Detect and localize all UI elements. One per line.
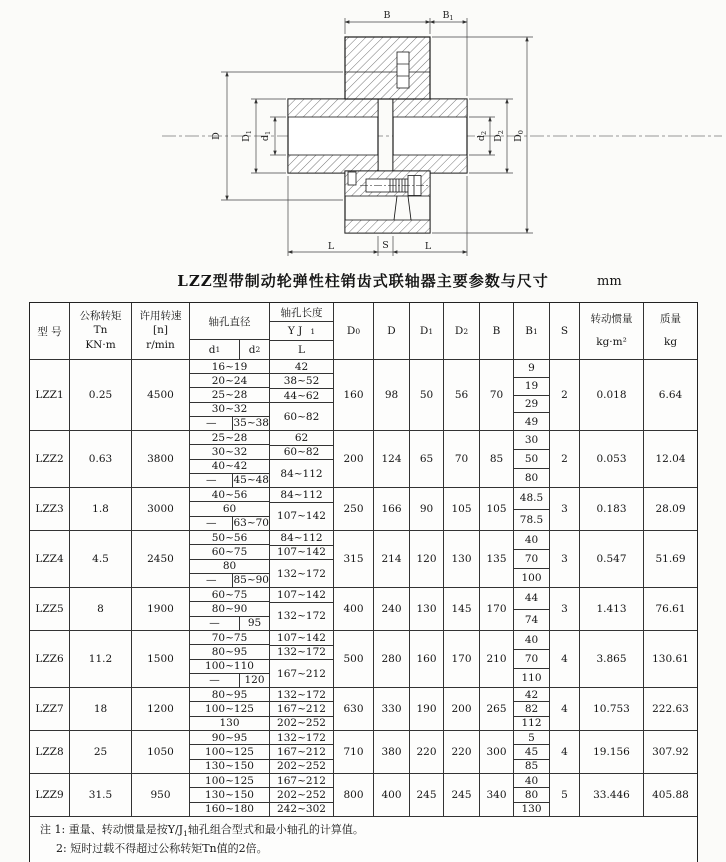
bore-length-row: 107~142 (277, 631, 326, 644)
bore-length-row: 132~172 (277, 688, 326, 701)
inertia-value: 1.413 (580, 588, 644, 630)
B-value: 210 (480, 631, 514, 687)
bore-diameter-row (190, 673, 269, 687)
B-value: 340 (480, 774, 514, 816)
bore-length-row: 44~62 (270, 388, 333, 402)
dim-label-B: B (383, 10, 391, 21)
header-label: 许用转速 (139, 309, 182, 322)
d2-value: 63~70 (233, 517, 269, 530)
B1-row: 45 (514, 744, 549, 758)
mass-value: 28.09 (655, 503, 686, 515)
D1-value: 120 (410, 531, 444, 587)
D2-value: 170 (444, 631, 480, 687)
bore-diameter-cell (190, 431, 270, 487)
bore-diameter-row (190, 516, 269, 530)
model-row-LZZ2 (30, 430, 697, 487)
B1-cell (514, 431, 550, 487)
B1-row: 80 (514, 787, 549, 801)
col-header-bore-length (270, 303, 334, 359)
speed-value: 3800 (132, 431, 190, 487)
model-name: LZZ4 (30, 531, 70, 587)
D-value: 98 (374, 360, 410, 430)
D1-value: 65 (410, 431, 444, 487)
D1-value: 90 (410, 488, 444, 530)
inertia-value: 0.183 (580, 488, 644, 530)
header-label: KN·m (85, 338, 116, 351)
D2-value: 130 (444, 531, 480, 587)
mass-value: 76.61 (655, 603, 686, 615)
D-value: 214 (374, 531, 410, 587)
bore-diameter-row: 60~75 (190, 544, 269, 558)
B1-row: 70 (514, 549, 549, 568)
dim-label-S: S (382, 240, 389, 251)
bore-diameter-row: 80~95 (211, 688, 248, 701)
torque-value: 25 (70, 731, 132, 773)
note-2: 2: 短时过载不得超过公称转矩Tn值的2倍。 (56, 841, 268, 855)
bore-length-row: 242~302 (270, 802, 333, 816)
B1-row: 19 (514, 377, 549, 395)
D0-value: 200 (334, 431, 374, 487)
bore-diameter-row: 25~28 (211, 431, 248, 444)
model-row-LZZ7 (30, 687, 697, 730)
bore-length-cell (270, 360, 334, 430)
dim-label-D0: $D_0$ (513, 130, 525, 142)
header-label: 轴孔直径 (190, 303, 269, 340)
inertia-value: 0.547 (580, 531, 644, 587)
col-header-YJ1: Y J 1 (270, 322, 333, 341)
header-label: 转动惯量 (590, 312, 633, 325)
d1-value: — (190, 674, 240, 687)
col-header-speed (132, 303, 190, 359)
bore-length-cell (270, 488, 334, 530)
S-value: 5 (550, 774, 580, 816)
bore-diameter-subheads (190, 340, 269, 359)
document-title-bar (0, 270, 726, 296)
mass-value: 51.69 (655, 553, 686, 565)
D2-value: 245 (444, 774, 480, 816)
B1-cell (514, 731, 550, 773)
model-name: LZZ8 (30, 731, 70, 773)
bore-diameter-row: 25~28 (190, 387, 269, 401)
inertia-value: 0.018 (580, 360, 644, 430)
speed-value: 1050 (132, 731, 190, 773)
col-header-L: L (298, 344, 305, 356)
dim-label-d2: $d_2$ (476, 130, 488, 142)
B1-row: 5 (528, 731, 535, 744)
B-value: 170 (480, 588, 514, 630)
model-row-LZZ3 (30, 487, 697, 530)
bore-length-cell (270, 531, 334, 587)
B1-row: 74 (514, 609, 549, 631)
S-value: 3 (550, 588, 580, 630)
D1-value: 130 (410, 588, 444, 630)
B1-row: 48.5 (519, 492, 544, 505)
bore-length-row: 38~52 (270, 373, 333, 387)
bore-length-row: 84~112 (280, 488, 323, 501)
B1-row: 40 (524, 534, 539, 546)
bore-length-row: 132~172 (270, 559, 333, 587)
model-row-LZZ8 (30, 730, 697, 773)
bore-diameter-row (190, 573, 269, 587)
D0-value: 500 (334, 631, 374, 687)
speed-value: 1900 (132, 588, 190, 630)
B1-cell (514, 588, 550, 630)
d1-value: — (190, 517, 233, 530)
bore-diameter-cell (190, 631, 270, 687)
D-value: 240 (374, 588, 410, 630)
table-body (30, 360, 697, 816)
bore-length-row: 167~212 (277, 774, 326, 787)
torque-value: 11.2 (70, 631, 132, 687)
bore-diameter-cell (190, 360, 270, 430)
bore-length-cell (270, 431, 334, 487)
bore-length-row: 167~212 (270, 701, 333, 715)
D2-value: 220 (444, 731, 480, 773)
torque-value: 31.5 (70, 774, 132, 816)
S-value: 2 (550, 431, 580, 487)
bore-length-row: 60~82 (270, 402, 333, 430)
torque-value: 0.25 (70, 360, 132, 430)
bore-length-row: 167~212 (270, 659, 333, 687)
col-header-bore-diameter (190, 303, 270, 359)
d2-value: 85~90 (233, 574, 269, 587)
D-value: 400 (374, 774, 410, 816)
mass-value: 6.64 (658, 389, 683, 401)
inertia-value: 33.446 (580, 774, 644, 816)
col-header-B: B (480, 303, 514, 359)
dim-label-B1: $B_1$ (442, 10, 454, 22)
page-title: LZZ型带制动轮弹性柱销齿式联轴器主要参数与尺寸 (177, 272, 549, 290)
B1-cell (514, 531, 550, 587)
unit-label: mm (597, 274, 622, 289)
bore-length-cell (270, 588, 334, 630)
B1-row: 40 (524, 774, 539, 787)
S-value: 4 (550, 631, 580, 687)
D0-value: 400 (334, 588, 374, 630)
bore-diameter-row: 130~150 (190, 787, 269, 801)
model-row-LZZ5 (30, 587, 697, 630)
bore-diameter-cell (190, 731, 270, 773)
torque-value: 4.5 (70, 531, 132, 587)
mass-value: 307.92 (652, 746, 689, 758)
mass-value: 222.63 (652, 703, 689, 715)
right-hub-section (393, 99, 467, 173)
left-hub-section (288, 99, 378, 173)
bore-diameter-row: 130~150 (190, 759, 269, 773)
D1-value: 245 (410, 774, 444, 816)
B1-row: 44 (524, 592, 539, 605)
inertia-value: 19.156 (580, 731, 644, 773)
B1-row: 85 (514, 759, 549, 773)
D0-value: 160 (334, 360, 374, 430)
bore-length-row: 84~112 (280, 531, 323, 544)
d2-value: 120 (244, 674, 265, 687)
B1-row: 82 (514, 701, 549, 715)
bore-length-row: 202~252 (270, 759, 333, 773)
d1-value: — (190, 417, 233, 430)
B1-row: 40 (524, 634, 539, 646)
bore-diameter-cell (190, 488, 270, 530)
B-value: 85 (480, 431, 514, 487)
col-header-d1: d 1 (190, 340, 240, 359)
speed-value: 1500 (132, 631, 190, 687)
bore-length-cell (270, 774, 334, 816)
col-header-D2: D 2 (444, 303, 480, 359)
bore-length-row: 62 (294, 431, 309, 444)
bore-length-row: 42 (294, 360, 309, 373)
parameters-table (29, 302, 698, 862)
bore-diameter-cell (190, 774, 270, 816)
bore-diameter-row (190, 416, 269, 430)
d2-value: 95 (247, 617, 262, 630)
bore-length-row: 167~212 (270, 744, 333, 758)
inertia-value: 3.865 (580, 631, 644, 687)
model-name: LZZ7 (30, 688, 70, 730)
D1-value: 160 (410, 631, 444, 687)
d1-value: — (190, 574, 233, 587)
table-notes (30, 816, 697, 862)
model-name: LZZ1 (30, 360, 70, 430)
bore-diameter-cell (190, 531, 270, 587)
bore-diameter-row: 60 (190, 501, 269, 515)
col-header-S: S (550, 303, 580, 359)
col-header-torque (70, 303, 132, 359)
note-1: 注 1: 重量、转动惯量是按$Y/J_1$轴孔组合型式和最小轴孔的计算值。 (40, 823, 364, 839)
bore-diameter-row: 70~75 (211, 631, 248, 644)
bore-diameter-row: 20~24 (190, 373, 269, 387)
table-header (30, 303, 697, 360)
D2-value: 56 (444, 360, 480, 430)
col-header-B1: B 1 (514, 303, 550, 359)
B-value: 70 (480, 360, 514, 430)
bore-length-row: 107~142 (270, 502, 333, 530)
assembly-drawing (0, 4, 726, 266)
model-row-LZZ6 (30, 630, 697, 687)
mass-value: 12.04 (655, 453, 686, 465)
D0-value: 710 (334, 731, 374, 773)
bore-diameter-row: 130 (190, 716, 269, 730)
B1-row: 100 (514, 568, 549, 587)
bore-length-cell (270, 731, 334, 773)
d1-value: — (190, 474, 233, 487)
model-row-LZZ1 (30, 360, 697, 430)
model-row-LZZ9 (30, 773, 697, 816)
bore-length-row: 107~142 (277, 588, 326, 601)
B1-row: 112 (514, 716, 549, 730)
torque-value: 1.8 (70, 488, 132, 530)
B1-row: 110 (514, 668, 549, 687)
bore-diameter-row: 40~42 (190, 459, 269, 473)
bore-diameter-cell (190, 688, 270, 730)
mass-value: 405.88 (652, 789, 689, 801)
bore-diameter-row: 80~95 (190, 644, 269, 658)
speed-value: 3000 (132, 488, 190, 530)
D1-value: 220 (410, 731, 444, 773)
col-header-model: 型 号 (30, 303, 70, 359)
torque-value: 18 (70, 688, 132, 730)
D0-value: 315 (334, 531, 374, 587)
S-value: 3 (550, 531, 580, 587)
bore-diameter-row: 16~19 (211, 360, 248, 373)
dim-label-D2: $D_2$ (493, 130, 505, 142)
dim-label-L-left: L (327, 241, 335, 252)
S-value: 4 (550, 688, 580, 730)
B1-row: 9 (528, 362, 535, 375)
D0-value: 800 (334, 774, 374, 816)
B-value: 265 (480, 688, 514, 730)
D0-value: 630 (334, 688, 374, 730)
B1-row: 80 (514, 468, 549, 487)
B1-row: 50 (514, 449, 549, 468)
bore-diameter-row: 40~56 (211, 488, 248, 501)
bore-length-cell (270, 631, 334, 687)
B1-cell (514, 774, 550, 816)
D2-value: 145 (444, 588, 480, 630)
bore-length-row: 84~112 (270, 459, 333, 487)
S-value: 3 (550, 488, 580, 530)
D1-value: 190 (410, 688, 444, 730)
coupling-section (288, 37, 467, 233)
dim-label-L-right: L (424, 241, 432, 252)
B-value: 135 (480, 531, 514, 587)
header-label: 轴孔长度 (270, 303, 333, 322)
col-header-d2: d 2 (248, 343, 261, 356)
model-row-LZZ4 (30, 530, 697, 587)
bore-diameter-row: 50~56 (211, 531, 248, 544)
bore-diameter-row: 100~125 (190, 701, 269, 715)
B1-cell (514, 360, 550, 430)
bore-length-row: 132~172 (270, 602, 333, 630)
D-value: 124 (374, 431, 410, 487)
bore-diameter-row: 90~95 (211, 731, 248, 744)
speed-value: 950 (132, 774, 190, 816)
D2-value: 200 (444, 688, 480, 730)
inertia-value: 10.753 (580, 688, 644, 730)
B1-row: 30 (524, 434, 539, 446)
B1-row: 42 (524, 688, 539, 701)
bore-diameter-row (190, 473, 269, 487)
S-value: 4 (550, 731, 580, 773)
D-value: 330 (374, 688, 410, 730)
speed-value: 4500 (132, 360, 190, 430)
B1-row: 130 (514, 802, 549, 816)
bore-diameter-cell (190, 588, 270, 630)
B1-cell (514, 688, 550, 730)
brake-wheel-top-section (345, 37, 430, 99)
bore-length-row: 107~142 (270, 545, 333, 560)
B-value: 300 (480, 731, 514, 773)
D-value: 166 (374, 488, 410, 530)
dim-label-D: D (211, 132, 222, 140)
header-label: 公称转矩 (79, 309, 122, 322)
model-name: LZZ3 (30, 488, 70, 530)
D1-value: 50 (410, 360, 444, 430)
col-header-D1: D 1 (410, 303, 444, 359)
B-value: 105 (480, 488, 514, 530)
bore-diameter-row: 100~110 (190, 659, 269, 673)
d1-value: — (190, 617, 240, 630)
model-name: LZZ6 (30, 631, 70, 687)
D2-value: 70 (444, 431, 480, 487)
D2-value: 105 (444, 488, 480, 530)
bore-diameter-row: 80~90 (190, 601, 269, 615)
col-header-D0: D 0 (334, 303, 374, 359)
bore-diameter-row: 60~75 (211, 588, 248, 601)
brake-wheel-bottom-section (345, 171, 430, 233)
D-value: 380 (374, 731, 410, 773)
model-name: LZZ9 (30, 774, 70, 816)
bore-diameter-row: 100~125 (190, 744, 269, 758)
dim-label-d1: $d_1$ (260, 130, 272, 142)
bore-length-row: 60~82 (270, 445, 333, 460)
header-label: Tn (93, 324, 108, 337)
bore-diameter-row: 80 (190, 559, 269, 573)
D0-value: 250 (334, 488, 374, 530)
B1-cell (514, 631, 550, 687)
mass-value: 130.61 (652, 653, 689, 665)
bore-diameter-row: 160~180 (190, 802, 269, 816)
header-label: [n] (153, 324, 168, 337)
B1-row: 78.5 (514, 509, 549, 531)
S-value: 2 (550, 360, 580, 430)
D-value: 280 (374, 631, 410, 687)
bore-diameter-row (190, 616, 269, 630)
B1-row: 70 (514, 649, 549, 668)
model-name: LZZ5 (30, 588, 70, 630)
d2-value: 35~38 (233, 417, 269, 430)
header-label: 质量 (660, 312, 681, 325)
torque-value: 0.63 (70, 431, 132, 487)
B1-cell (514, 488, 550, 530)
d2-value: 45~48 (233, 474, 269, 487)
inertia-value: 0.053 (580, 431, 644, 487)
bore-diameter-row: 30~32 (190, 402, 269, 416)
speed-value: 2450 (132, 531, 190, 587)
bore-length-cell (270, 688, 334, 730)
header-label: r/min (146, 338, 175, 351)
bore-length-row: 202~252 (270, 716, 333, 730)
col-header-inertia (580, 303, 644, 359)
bore-length-row: 132~172 (277, 731, 326, 744)
bore-diameter-row: 100~125 (205, 774, 254, 787)
torque-value: 8 (70, 588, 132, 630)
col-header-D: D (374, 303, 410, 359)
B1-row: 29 (514, 395, 549, 413)
col-header-mass (644, 303, 697, 359)
header-label: kg (663, 335, 678, 348)
B1-row: 49 (514, 412, 549, 430)
model-name: LZZ2 (30, 431, 70, 487)
bore-diameter-row: 30~32 (190, 444, 269, 458)
dim-label-D1: $D_1$ (241, 130, 253, 142)
bore-length-row: 202~252 (270, 787, 333, 801)
bore-length-row: 132~172 (270, 645, 333, 660)
speed-value: 1200 (132, 688, 190, 730)
header-label: kg·m² (596, 335, 627, 348)
